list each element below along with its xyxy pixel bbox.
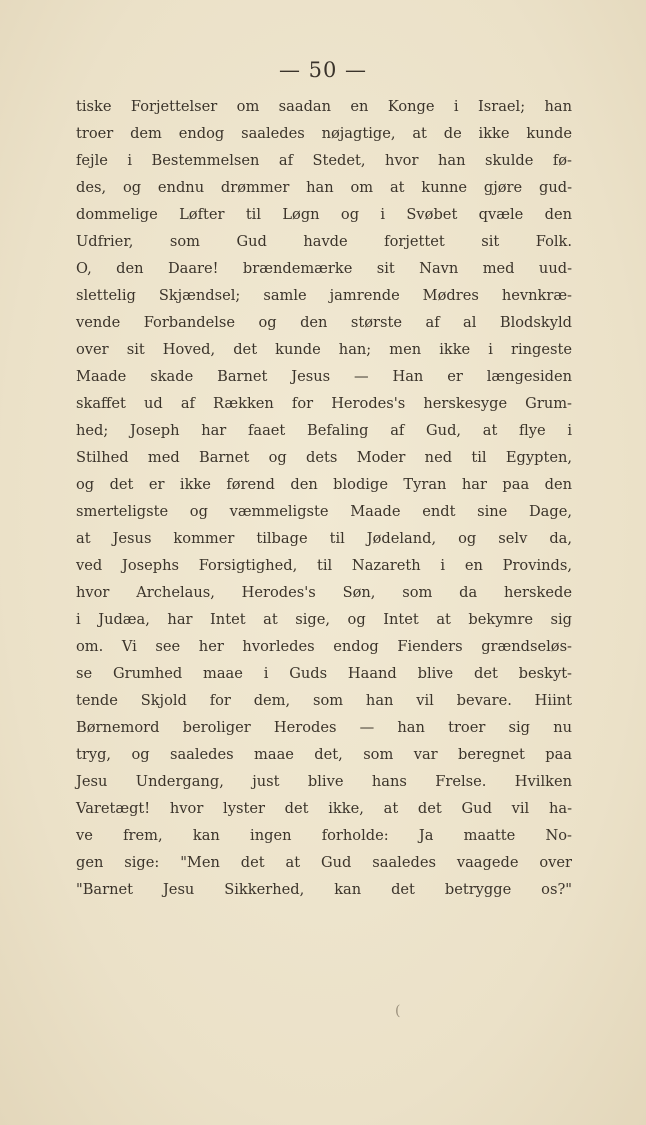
text-line: hed; Joseph har faaet Befaling af Gud, at flye i (76, 422, 572, 439)
page-number: — 50 — (278, 58, 368, 82)
text-line: smerteligste og væmmeligste Maade endt sine Dage, (76, 503, 572, 520)
margin-mark: ( (395, 1003, 401, 1019)
text-line: tiske Forjettelser om saadan en Konge i Israel; han (76, 98, 572, 115)
text-line: ved Josephs Forsigtighed, til Nazareth i en Provinds, (76, 557, 572, 574)
text-line: Stilhed med Barnet og dets Moder ned til Egypten, (76, 449, 572, 466)
text-line: O, den Daare! brændemærke sit Navn med uud- (76, 260, 572, 277)
text-line: Børnemord beroliger Herodes — han troer sig nu (76, 719, 572, 736)
text-line: tende Skjold for dem, som han vil bevare. Hiint (76, 692, 572, 709)
text-line: ve frem, kan ingen forholde: Ja maatte No- (76, 827, 572, 844)
text-line: troer dem endog saaledes nøjagtige, at de ikke kunde (76, 125, 572, 142)
text-line: Udfrier, som Gud havde forjettet sit Folk. (76, 233, 572, 250)
text-line: at Jesus kommer tilbage til Jødeland, og selv da, (76, 530, 572, 547)
text-line: tryg, og saaledes maae det, som var beregnet paa (76, 746, 572, 763)
text-line: dommelige Løfter til Løgn og i Svøbet qvæle den (76, 206, 572, 223)
text-line: gen sige: "Men det at Gud saaledes vaagede over (76, 854, 572, 871)
text-line: vende Forbandelse og den største af al Blodskyld (76, 314, 572, 331)
text-line: skaffet ud af Rækken for Herodes's herskesyge Grum- (76, 395, 572, 412)
text-line: i Judæa, har Intet at sige, og Intet at bekymre sig (76, 611, 572, 628)
text-line: Jesu Undergang, just blive hans Frelse. Hvilken (76, 773, 572, 790)
text-line: om. Vi see her hvorledes endog Fienders grændseløs- (76, 638, 572, 655)
text-line: fejle i Bestemmelsen af Stedet, hvor han skulde fø- (76, 152, 572, 169)
text-line: "Barnet Jesu Sikkerhed, kan det betrygge os?" (76, 881, 572, 898)
text-line: over sit Hoved, det kunde han; men ikke i ringeste (76, 341, 572, 358)
text-line: hvor Archelaus, Herodes's Søn, som da herskede (76, 584, 572, 601)
body-text (76, 93, 572, 903)
text-line: des, og endnu drømmer han om at kunne gjøre gud- (76, 179, 572, 196)
text-line: slettelig Skjændsel; samle jamrende Mødres hevnkræ- (76, 287, 572, 304)
text-line: Maade skade Barnet Jesus — Han er længesiden (76, 368, 572, 385)
text-line: og det er ikke førend den blodige Tyran har paa den (76, 476, 572, 493)
text-line: Varetægt! hvor lyster det ikke, at det Gud vil ha- (76, 800, 572, 817)
text-line: se Grumhed maae i Guds Haand blive det beskyt- (76, 665, 572, 682)
